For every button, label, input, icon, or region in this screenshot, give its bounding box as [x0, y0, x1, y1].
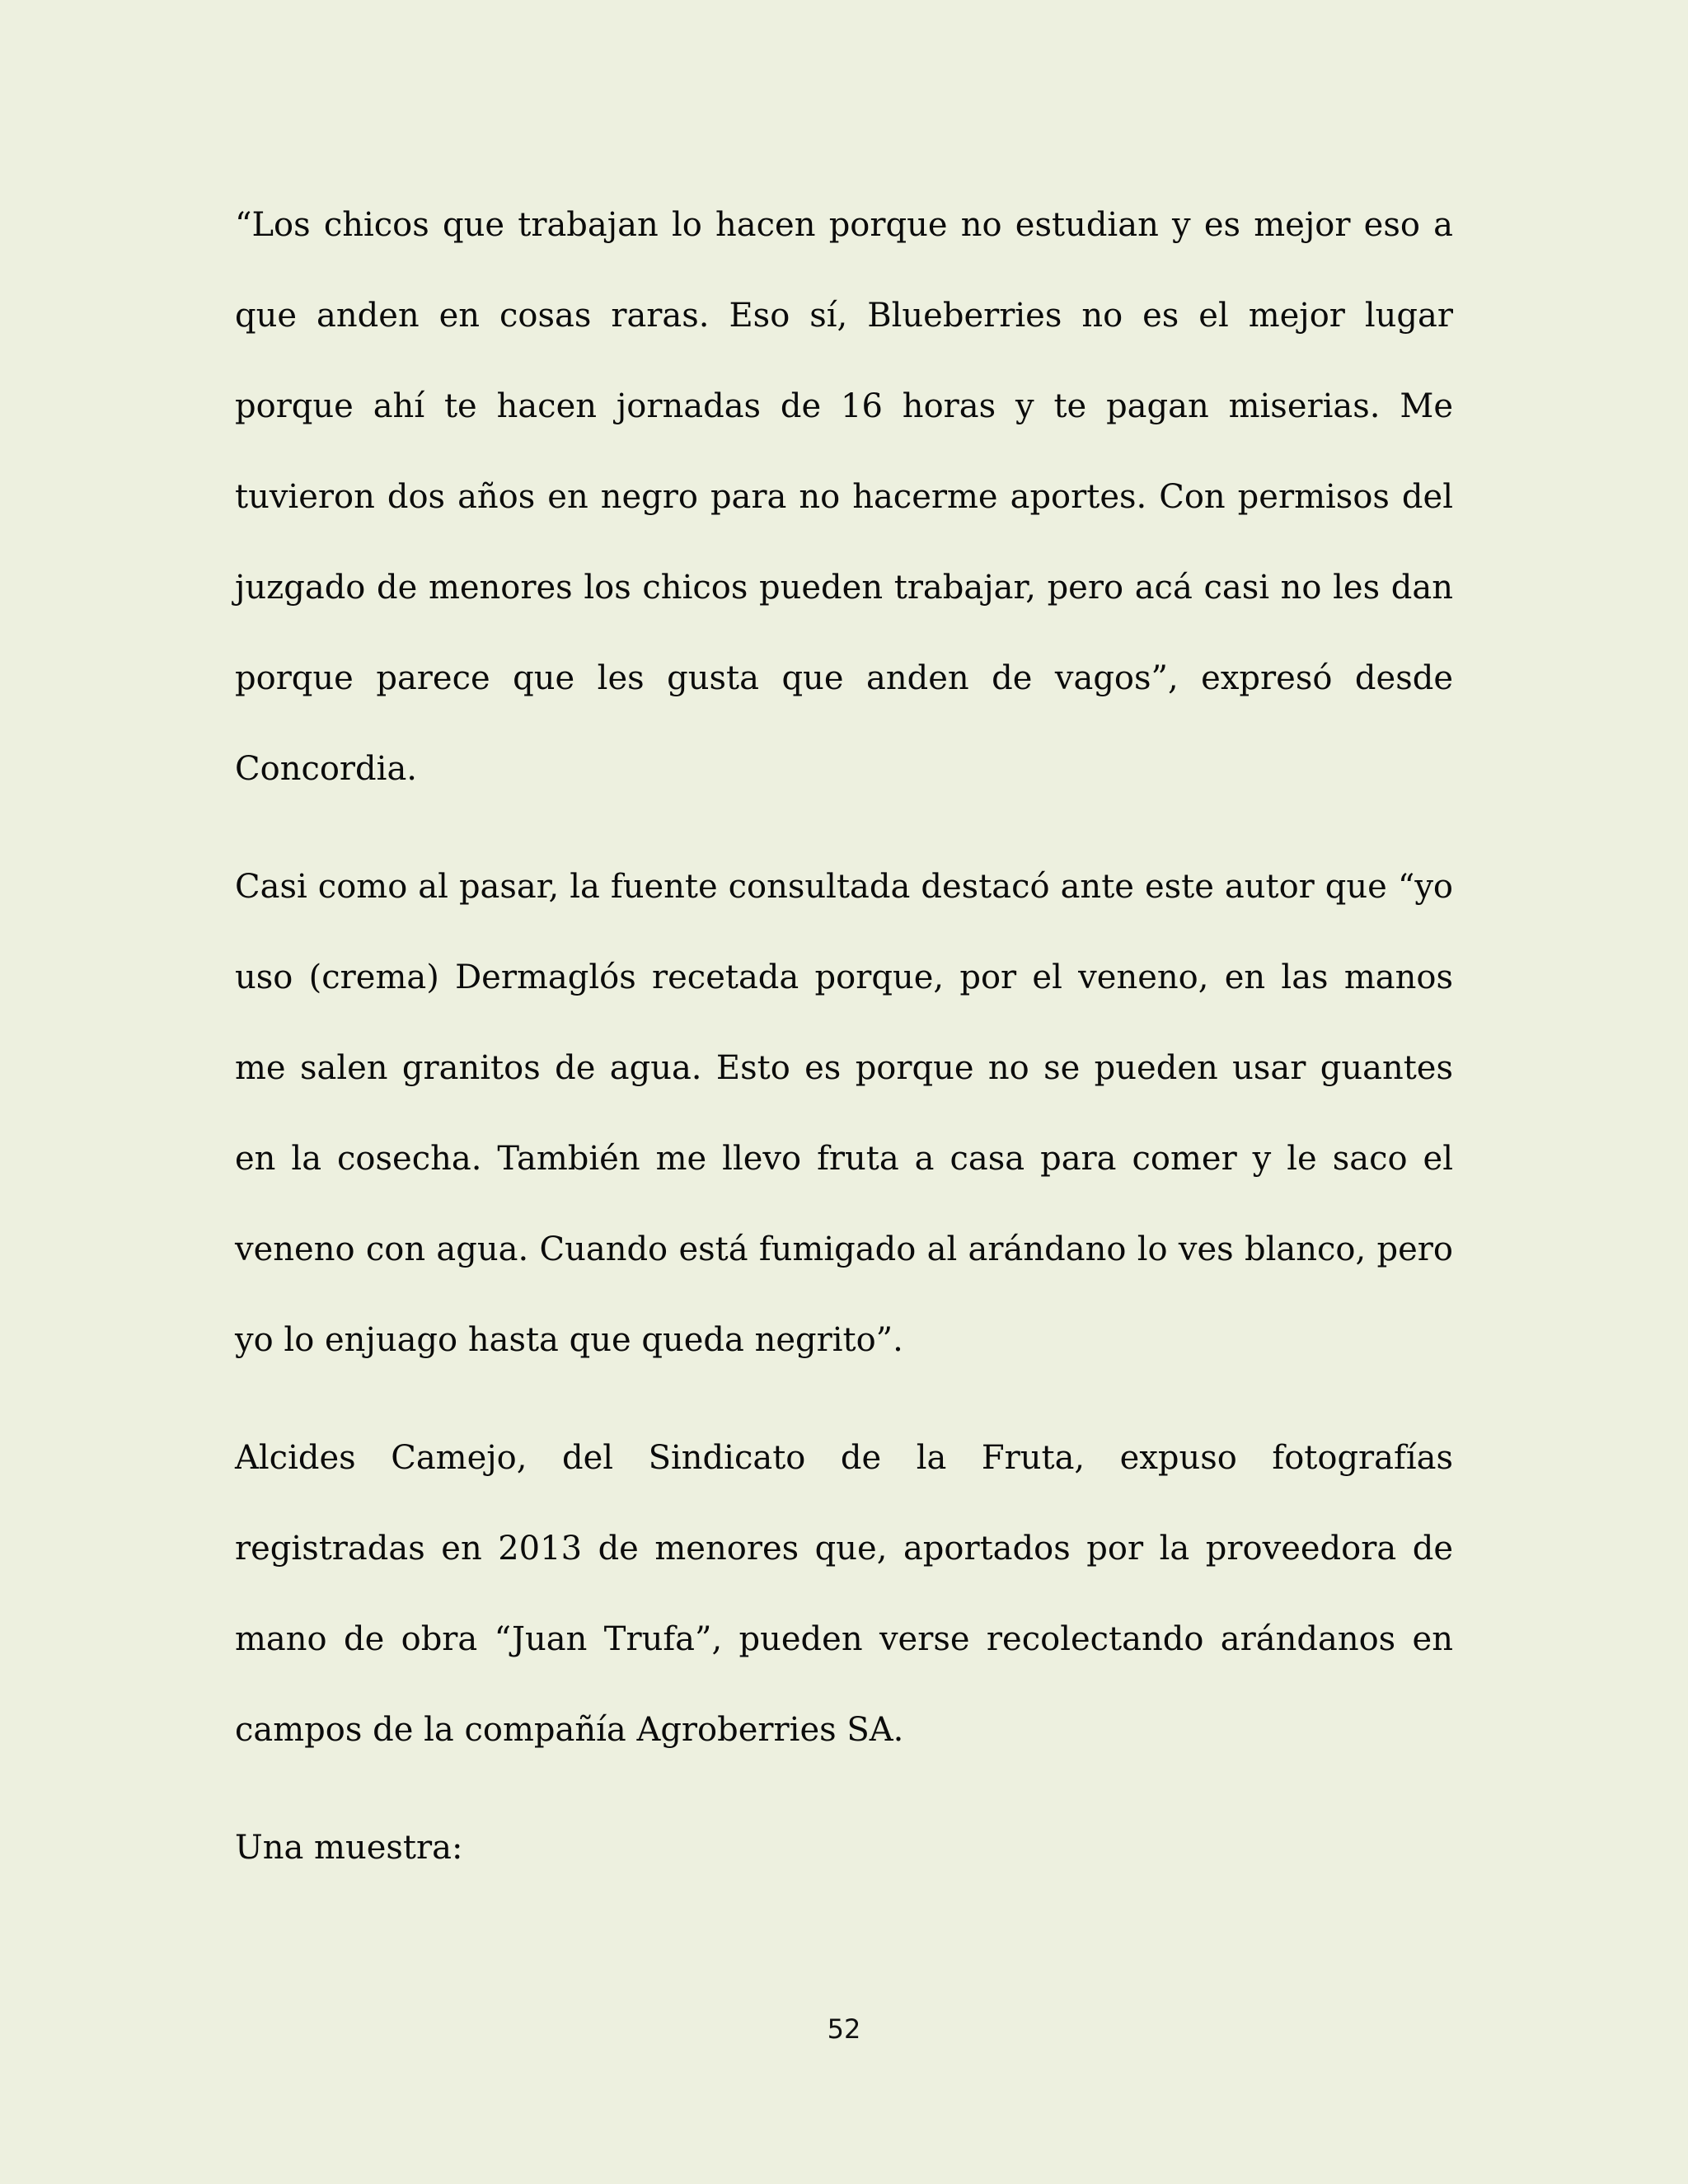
- page-number: 52: [827, 2013, 861, 2045]
- paragraph-1: “Los chicos que trabajan lo hacen porque no estudian y es mejor eso a que anden en cosas raras. Eso sí, Blueberries no es el mejor lugar porque ahí te hacen jornadas de 16 horas y te pagan miserias. Me tuvieron dos años en negro para no hacerme aportes. Con permisos del juzgado de menores los chicos pueden trabajar, pero acá casi no les dan porque parece que les gusta que anden de vagos”, expresó desde Concordia.: [235, 206, 1453, 788]
- paragraph-4: Una muestra:: [235, 1829, 463, 1867]
- paragraph-3: Alcides Camejo, del Sindicato de la Fruta, expuso fotografías registradas en 2013 de menores que, aportados por la proveedora de mano de obra “Juan Trufa”, pueden verse recolectando arándanos en campos de la compañía Agroberries SA.: [235, 1439, 1453, 1749]
- paragraph-2: Casi como al pasar, la fuente consultada destacó ante este autor que “yo uso (crema) Dermaglós recetada porque, por el veneno, en las manos me salen granitos de agua. Esto es porque no se pueden usar guantes en la cosecha. También me llevo fruta a casa para comer y le saco el veneno con agua. Cuando está fumigado al arándano lo ves blanco, pero yo lo enjuago hasta que queda negrito”.: [235, 868, 1453, 1359]
- body-text: [235, 180, 1453, 1920]
